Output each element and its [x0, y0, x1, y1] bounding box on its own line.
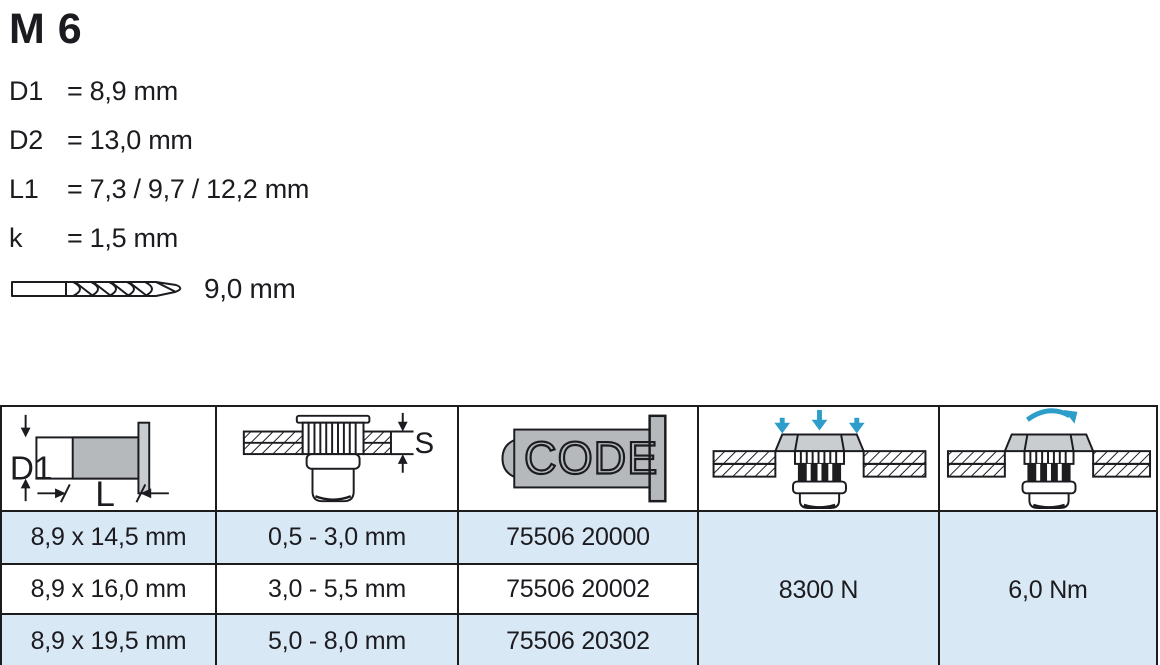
- column-header-grip-range: [216, 406, 458, 511]
- spec-value: = 13,0 mm: [67, 125, 193, 156]
- code-cell: 75506 20302: [458, 614, 698, 665]
- column-header-torque: [939, 406, 1157, 511]
- spec-label: D1: [9, 76, 43, 107]
- spec-row-d2: [9, 116, 309, 165]
- spec-label: k: [9, 223, 23, 254]
- page-title: M 6: [9, 5, 83, 53]
- force-value-cell: 8300 N: [698, 511, 939, 665]
- column-header-dimensions: [1, 406, 216, 511]
- spec-label: L1: [9, 174, 39, 205]
- drill-bit-icon: [9, 272, 191, 306]
- product-table: [0, 405, 1158, 665]
- drill-diameter-value: 9,0 mm: [204, 273, 296, 305]
- spec-value: = 8,9 mm: [67, 76, 178, 107]
- spec-list: [9, 67, 309, 263]
- spec-row-l1: [9, 165, 309, 214]
- dimensions-cell: 8,9 x 16,0 mm: [1, 564, 216, 614]
- spec-block: [9, 6, 309, 306]
- spec-value: = 1,5 mm: [67, 223, 178, 254]
- code-marking-icon: [459, 407, 697, 510]
- column-header-code: [458, 406, 698, 511]
- code-label: CODE: [524, 432, 659, 484]
- code-cell: 75506 20002: [458, 564, 698, 614]
- grip-range-icon: [217, 407, 457, 510]
- grip-label: S: [414, 427, 435, 461]
- torque-value-cell: 6,0 Nm: [939, 511, 1157, 665]
- dimensions-cell: 8,9 x 19,5 mm: [1, 614, 216, 665]
- tightening-torque-icon: [940, 407, 1156, 510]
- table-row: [1, 511, 1157, 564]
- code-cell: 75506 20000: [458, 511, 698, 564]
- table-header-row: [1, 406, 1157, 511]
- grip-range-cell: 5,0 - 8,0 mm: [216, 614, 458, 665]
- spec-value: = 7,3 / 9,7 / 12,2 mm: [67, 174, 310, 205]
- length-label: L: [95, 475, 115, 510]
- spec-label: D2: [9, 125, 43, 156]
- axial-force-icon: [699, 407, 938, 510]
- grip-range-cell: 3,0 - 5,5 mm: [216, 564, 458, 614]
- drill-size-row: [9, 272, 309, 306]
- dimensions-cell: 8,9 x 14,5 mm: [1, 511, 216, 564]
- diameter-label: D1: [9, 450, 53, 488]
- grip-range-cell: 0,5 - 3,0 mm: [216, 511, 458, 564]
- column-header-force: [698, 406, 939, 511]
- spec-row-d1: [9, 67, 309, 116]
- rivet-nut-side-view-icon: [2, 407, 215, 510]
- spec-row-k: [9, 214, 309, 263]
